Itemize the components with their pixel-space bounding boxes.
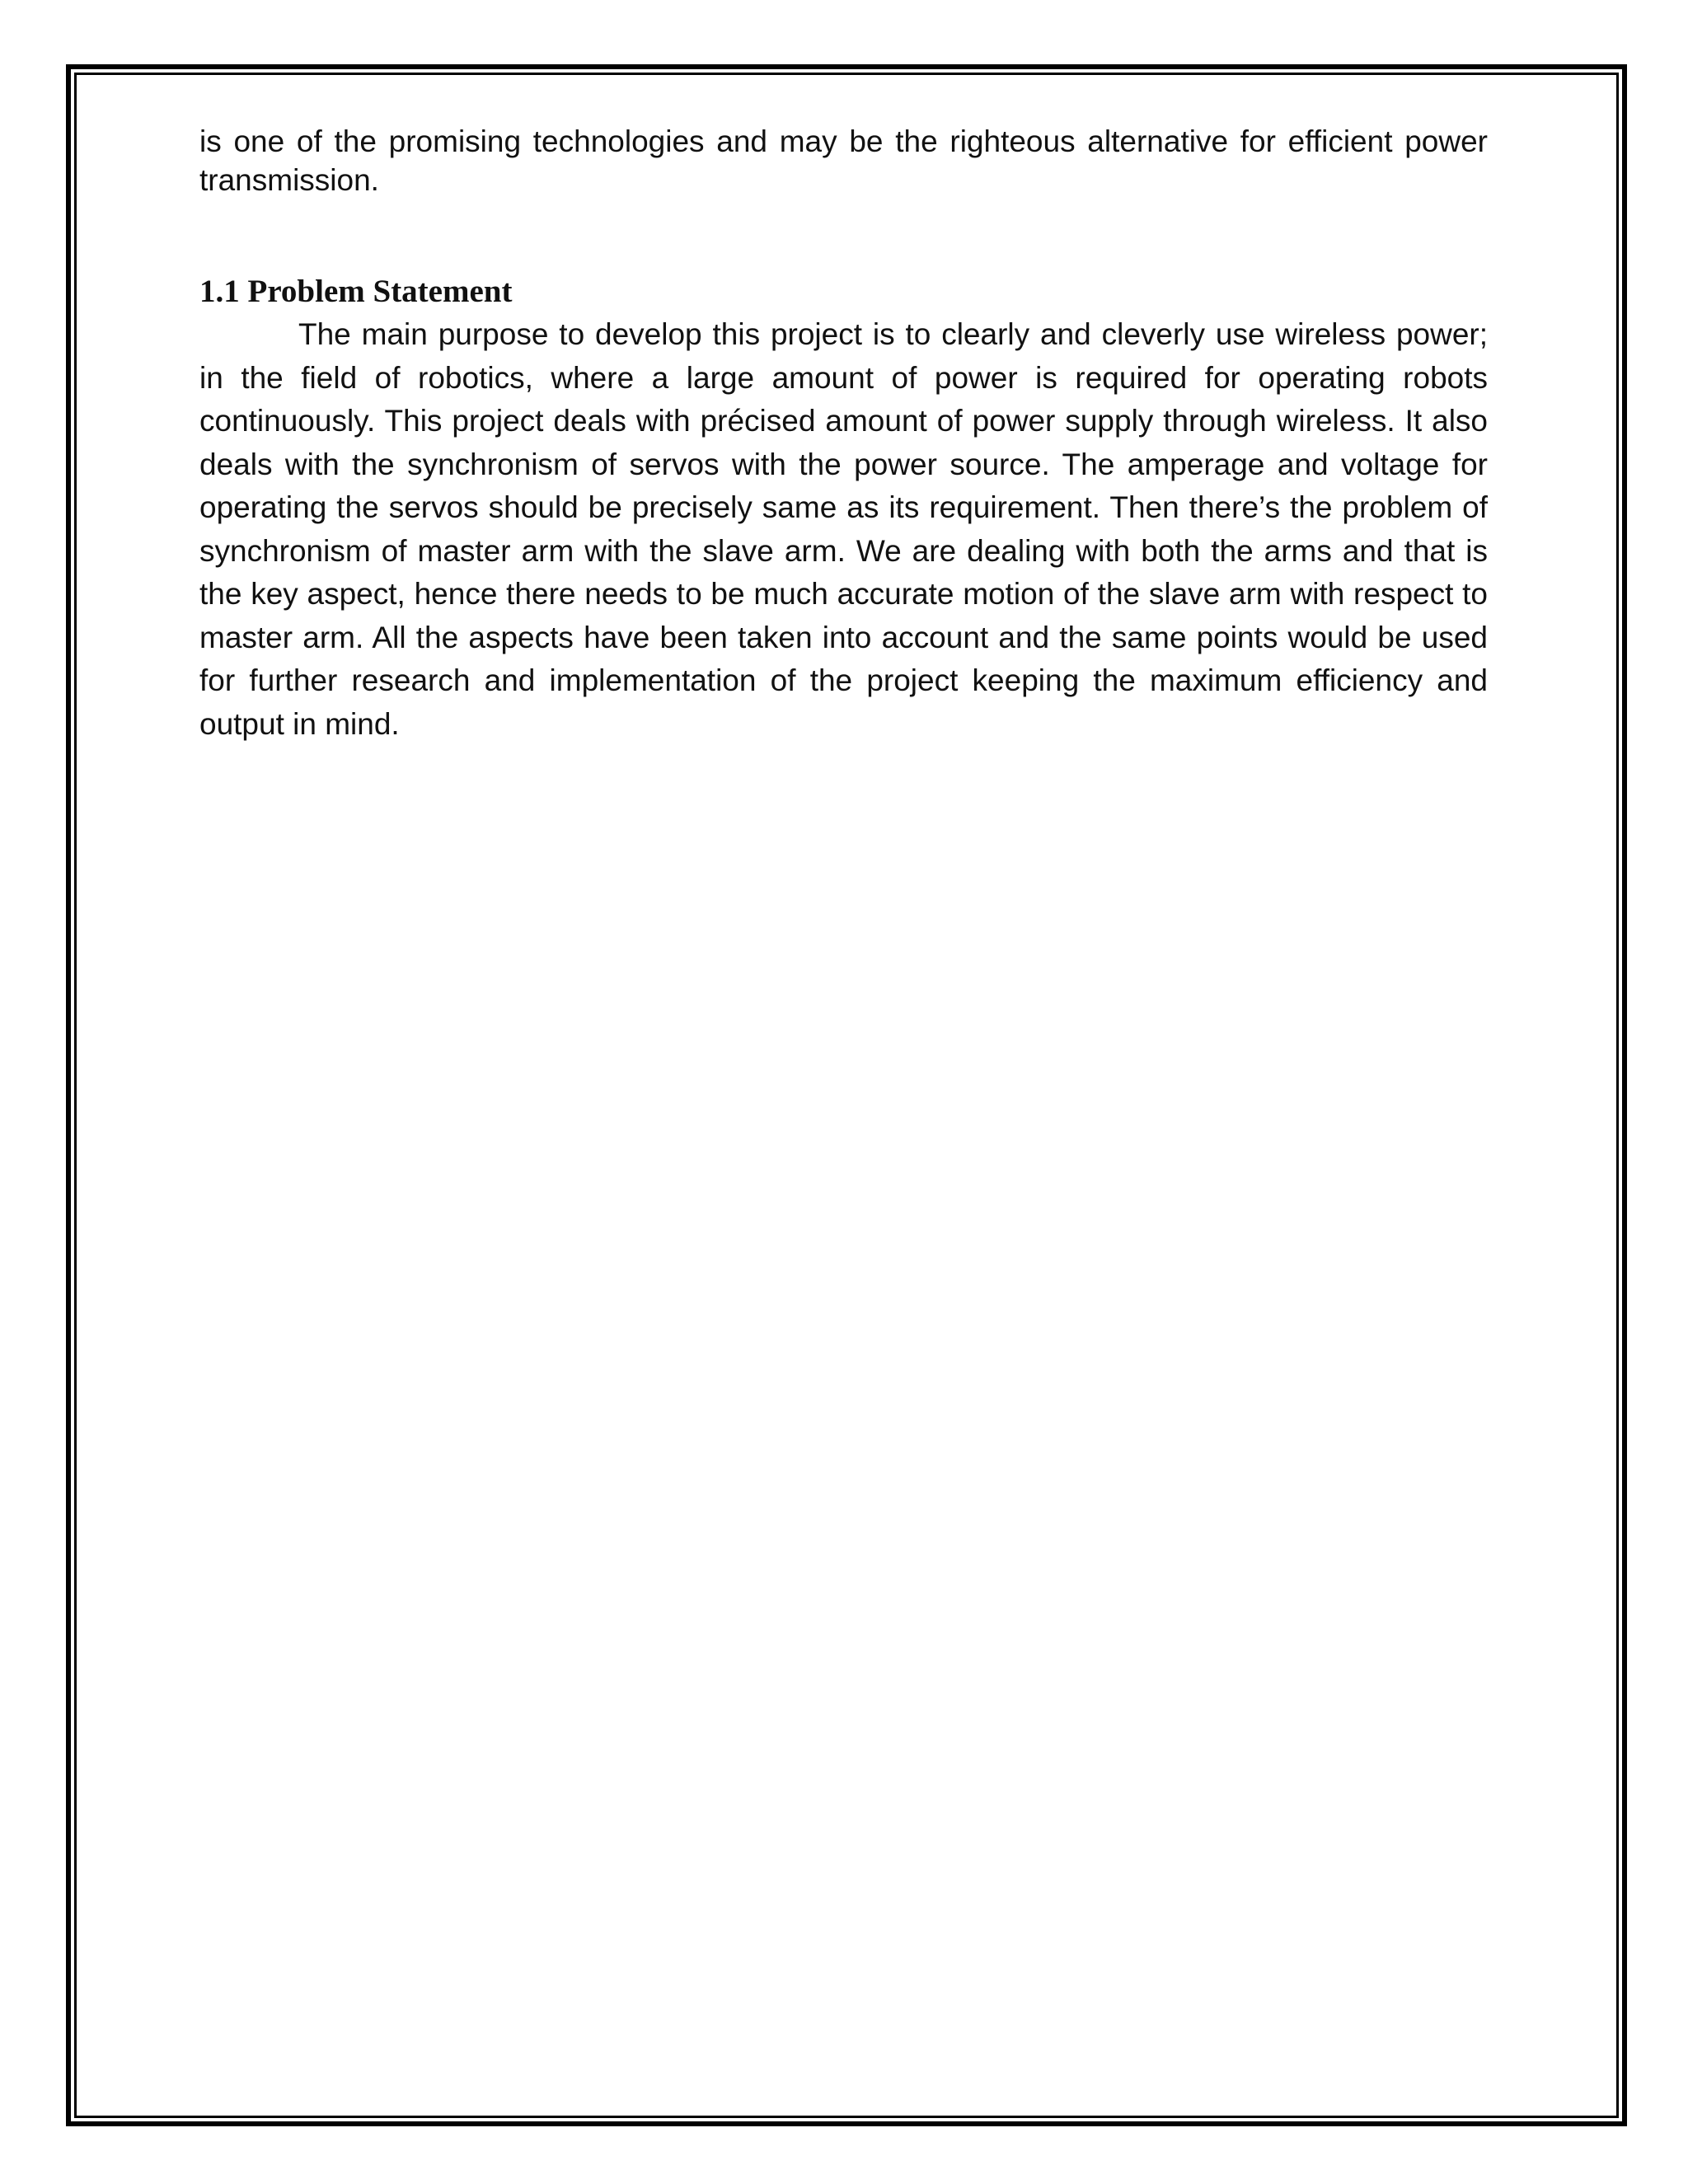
intro-paragraph: is one of the promising technologies and may be the righteous alternative for efficient power transmission. (199, 124, 1488, 197)
page-content (199, 122, 1488, 746)
section-heading: 1.1 Problem Statement (199, 274, 513, 309)
problem-statement-paragraph: The main purpose to develop this project is to clearly and cleverly use wireless power; in the field of robotics, where a large amount of power is required for operating robots continuously. This project deals with précised amount of power supply through wireless. It also deals with the synchronism of servos with the power source. The amperage and voltage for operating the servos should be precisely same as its requirement. Then there’s the problem of synchronism of master arm with the slave arm. We are dealing with both the arms and that is the key aspect, hence there needs to be much accurate motion of the slave arm with respect to master arm. All the aspects have been taken into account and the same points would be used for further research and implementation of the project keeping the maximum efficiency and output in mind. (199, 317, 1488, 741)
